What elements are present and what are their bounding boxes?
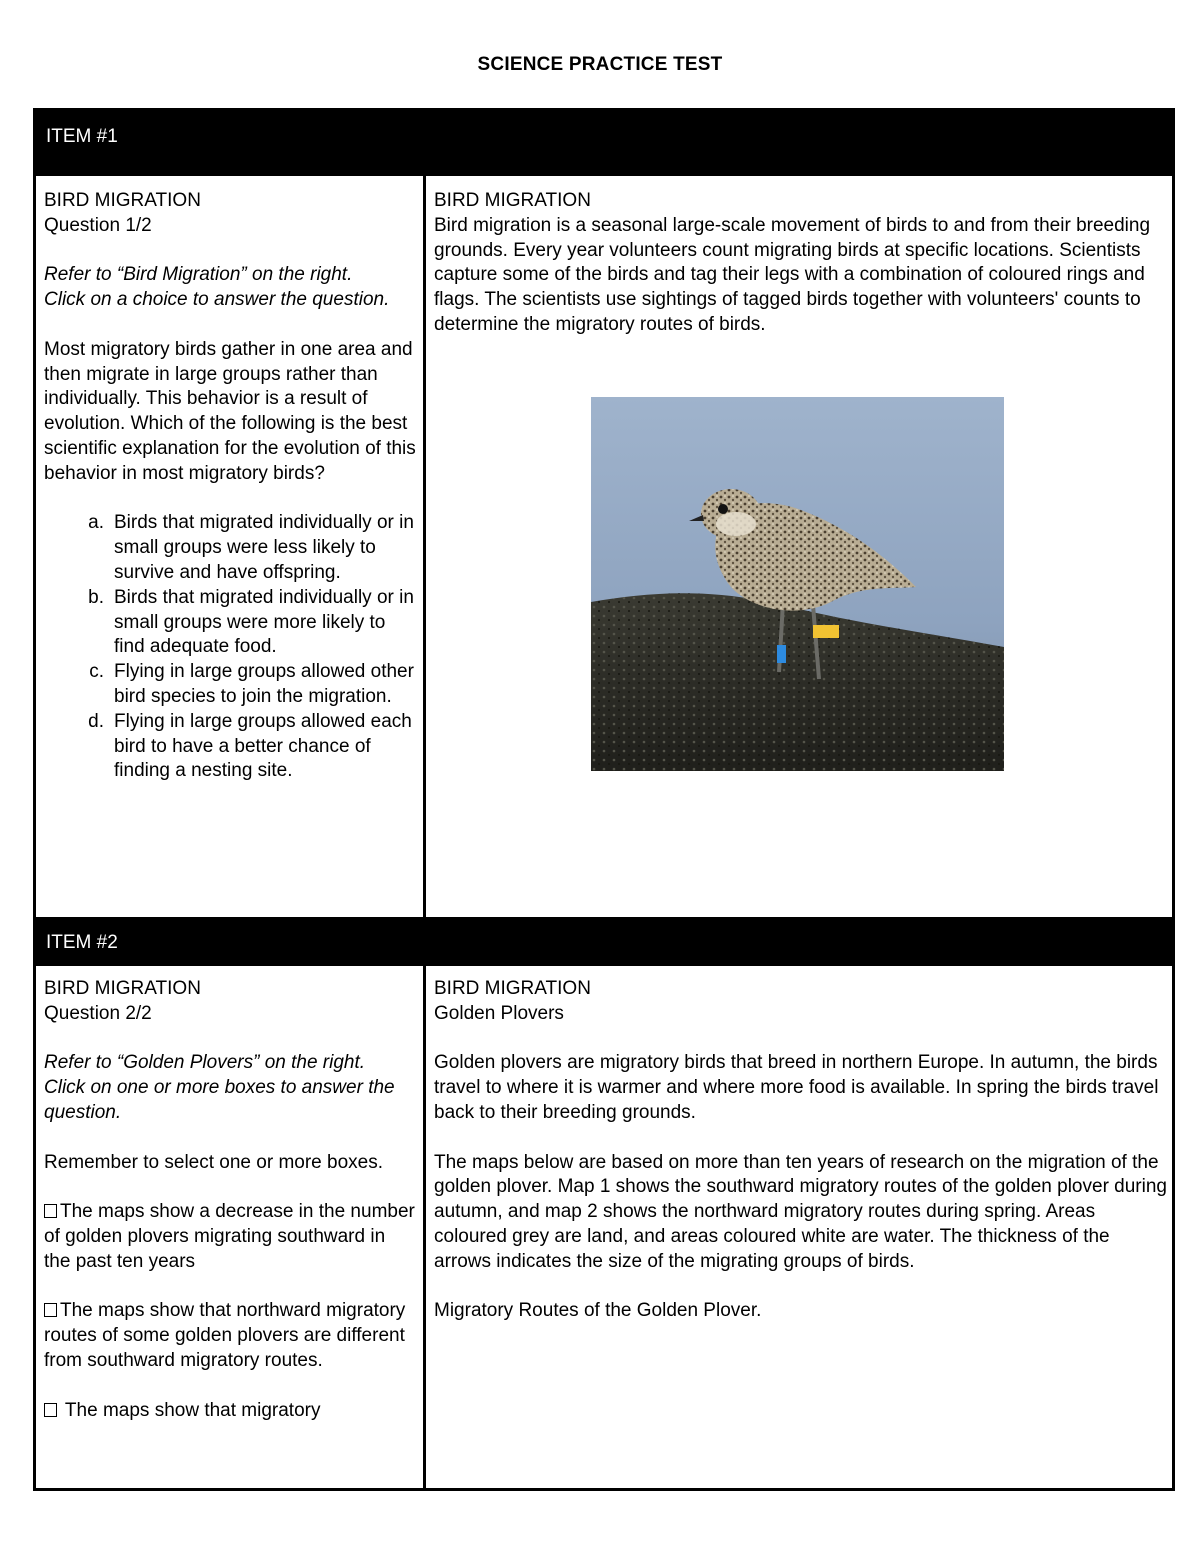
instruction-click: Click on one or more boxes to answer the question. <box>44 1077 395 1123</box>
checkbox-option-1[interactable]: The maps show a decrease in the number of golden plovers migrating southward in the past ten years <box>44 1201 415 1272</box>
choice-a[interactable]: a. Birds that migrated individually or in small groups were less likely to survive and have offspring. <box>88 512 414 583</box>
choice-d[interactable]: d. Flying in large groups allowed each bird to have a better chance of finding a nesting site. <box>88 710 412 782</box>
checkbox-icon[interactable] <box>44 1403 57 1417</box>
column-divider <box>423 966 426 1491</box>
question-number: Question 1/2 <box>44 214 152 236</box>
page-title: SCIENCE PRACTICE TEST <box>477 54 723 75</box>
item-1-header: ITEM #1 <box>36 111 1172 176</box>
instruction-refer: Refer to “Bird Migration” on the right. <box>44 264 353 286</box>
column-divider <box>423 176 426 917</box>
item-2-header: ITEM #2 <box>36 917 1172 966</box>
passage-heading: BIRD MIGRATION <box>434 978 591 999</box>
checkbox-option-3[interactable]: The maps show that migratory <box>44 1399 416 1424</box>
question-text: Most migratory birds gather in one area and then migrate in large groups rather than individually. This behavior is a result of evolution. Which of the following is the best scientific explanation for the evolution of this behavior in most migratory birds? <box>44 338 416 484</box>
item-2-question-panel <box>44 977 416 1423</box>
question-heading: BIRD MIGRATION <box>44 190 201 211</box>
passage-heading: BIRD MIGRATION <box>434 190 591 211</box>
checkbox-icon[interactable] <box>44 1204 57 1218</box>
passage-body: Bird migration is a seasonal large-scale movement of birds to and from their breeding grounds. Every year volunteers count migrating birds at specific locations. Scientists capture some of the birds and tag their legs with a combination of coloured rings and flags. The scientists use sightings of tagged birds together with volunteers' counts to determine the migratory routes of birds. <box>434 214 1151 335</box>
item-1-passage-panel <box>434 189 1169 338</box>
checkbox-option-2[interactable]: The maps show that northward migratory routes of some golden plovers are different from southward migratory routes. <box>44 1300 406 1371</box>
question-heading: BIRD MIGRATION <box>44 978 201 999</box>
golden-plover-photo <box>591 397 1004 771</box>
item-2-passage-panel <box>434 977 1169 1324</box>
checkbox-icon[interactable] <box>44 1303 57 1317</box>
test-table <box>33 108 1175 1491</box>
reminder-text: Remember to select one or more boxes. <box>44 1151 383 1173</box>
answer-choices <box>44 511 416 784</box>
choice-b[interactable]: b. Birds that migrated individually or in small groups were more likely to find adequate food. <box>88 586 414 658</box>
passage-subheading: Golden Plovers <box>434 1002 564 1024</box>
maps-caption: Migratory Routes of the Golden Plover. <box>434 1300 762 1322</box>
passage-paragraph-2: The maps below are based on more than ten years of research on the migration of the golden plover. Map 1 shows the southward migratory routes of the golden plover during autumn, and map 2 shows the northward migratory routes during spring. Areas coloured grey are land, and areas coloured white are water. The thickness of the arrows indicates the size of the migrating groups of birds. <box>434 1151 1167 1272</box>
question-number: Question 2/2 <box>44 1002 152 1024</box>
instruction-click: Click on a choice to answer the question. <box>44 289 390 311</box>
instruction-refer: Refer to “Golden Plovers” on the right. <box>44 1052 366 1074</box>
item-1-question-panel <box>44 189 416 784</box>
passage-paragraph-1: Golden plovers are migratory birds that breed in northern Europe. In autumn, the birds travel to where it is warmer and where more food is available. In spring the birds travel back to their breeding grounds. <box>434 1052 1159 1123</box>
choice-c[interactable]: c. Flying in large groups allowed other bird species to join the migration. <box>89 661 414 707</box>
